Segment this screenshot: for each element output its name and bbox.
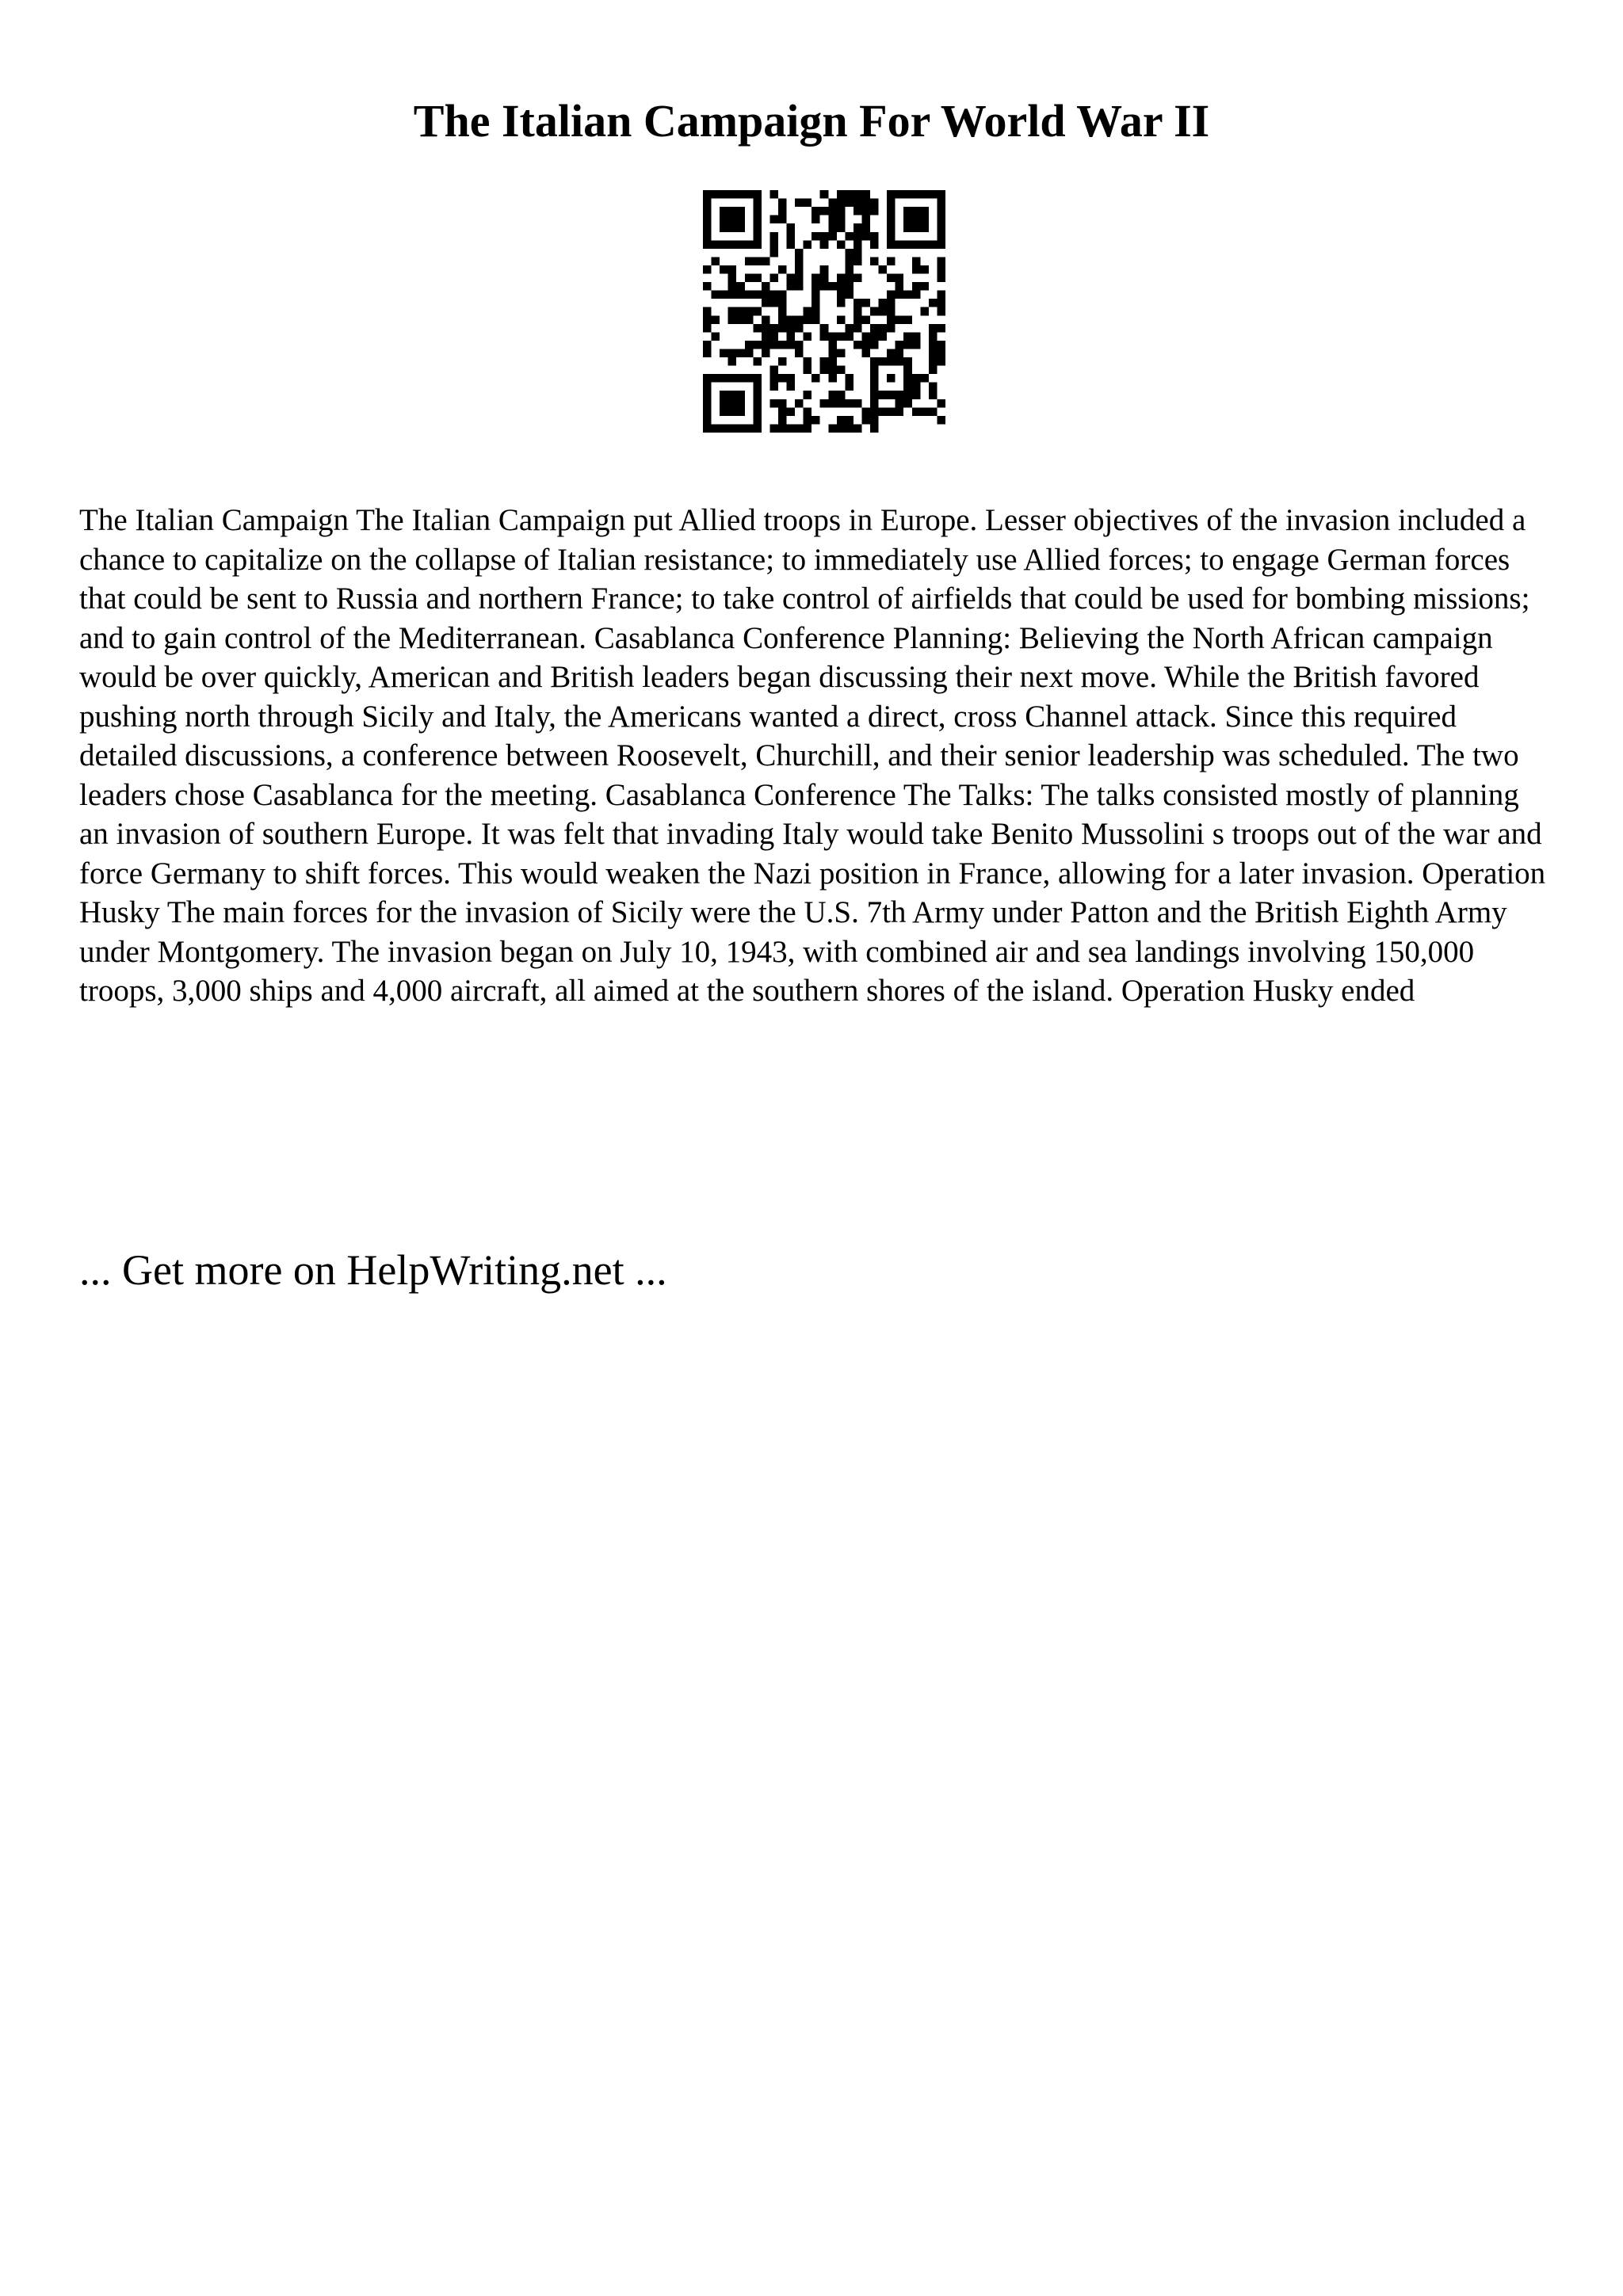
article-body: The Italian Campaign The Italian Campaign put Allied troops in Europe. Lesser objectives of the invasion included a chance to capitalize on the collapse of Italian resistance; to immediately use Allied forces; to engage German forces that could be sent to Russia and northern France; to take control of airfields that could be used for bombing missions; and to gain control of the Mediterranean. Casablanca Conference Planning: Believing the North African campaign would be over quickly, American and British leaders began discussing their next move. While the British favored pushing north through Sicily and Italy, the Americans wanted a direct, cross Channel attack. Since this required detailed discussions, a conference between Roosevelt, Churchill, and their senior leadership was scheduled. The two leaders chose Casablanca for the meeting. Casablanca Conference The Talks: The talks consisted mostly of planning an invasion of southern Europe. It was felt that invading Italy would take Benito Mussolini s troops out of the war and force Germany to shift forces. This would weaken the Nazi position in France, allowing for a later invasion. Operation Husky The main forces for the invasion of Sicily were the U.S. 7th Army under Patton and the British Eighth Army under Montgomery. The invasion began on July 10, 1943, with combined air and sea landings involving 150,000 troops, 3,000 ships and 4,000 aircraft, all aimed at the southern shores of the island. Operation Husky ended <box>79 503 1546 1008</box>
get-more-link[interactable]: ... Get more on HelpWriting.net ... <box>79 1246 667 1294</box>
qr-code-icon[interactable] <box>703 190 945 433</box>
page-title: The Italian Campaign For World War II <box>413 95 1210 147</box>
